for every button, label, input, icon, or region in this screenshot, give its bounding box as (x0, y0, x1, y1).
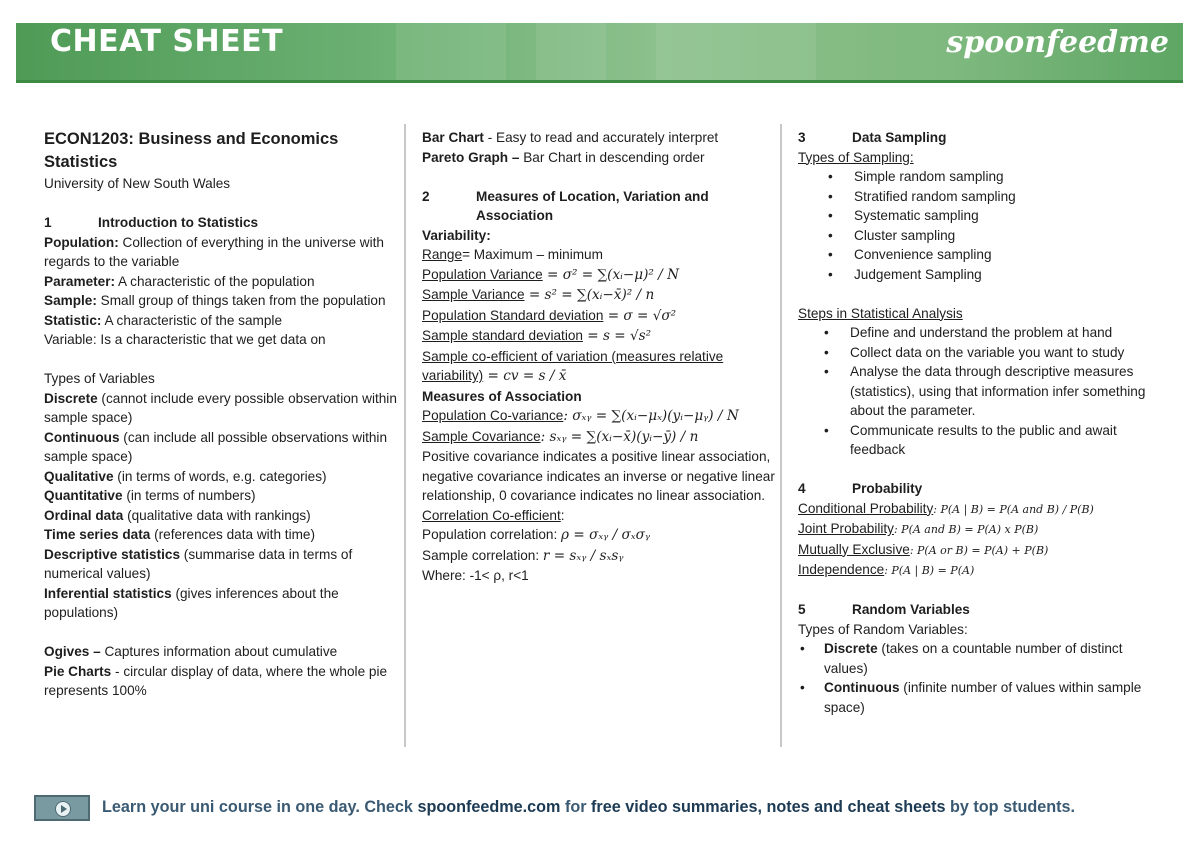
definition: Sample: Small group of things taken from the population (44, 293, 386, 308)
list-item: • Judgement Sampling (798, 265, 1163, 285)
variable-type: Time series data (references data with time) (44, 527, 315, 542)
list-item: • Simple random sampling (798, 167, 1163, 187)
column-2 (422, 128, 776, 586)
correlation-heading: Correlation Co-efficient: (422, 507, 565, 523)
variable-type: Qualitative (in terms of words, e.g. categories) (44, 468, 327, 484)
random-variable-types-heading: Types of Random Variables: (798, 621, 968, 637)
steps-heading: Steps in Statistical Analysis (798, 305, 963, 321)
sample-correlation-formula: Sample correlation: r = sₓᵧ / sₓsᵧ (422, 547, 624, 564)
population-sd-formula: Population Standard deviation = σ = √σ² (422, 307, 677, 324)
list-item: • Continuous (infinite number of values within sample space) (798, 678, 1163, 717)
variable-type: Descriptive statistics (summarise data in terms of numerical values) (44, 546, 353, 581)
sample-variance-formula: Sample Variance = s² = ∑(xᵢ−x̄)² / n (422, 287, 655, 303)
university-name: University of New South Wales (44, 176, 231, 191)
variable-definition: Variable: Is a characteristic that we get data on (44, 332, 326, 347)
list-item: • Discrete (takes on a countable number of distinct values) (798, 639, 1163, 678)
footer (0, 795, 1200, 825)
column-3 (798, 128, 1163, 717)
variable-type: Inferential statistics (gives inferences about the populations) (44, 585, 339, 620)
conditional-probability-formula: Conditional Probability: P(A | B) = P(A and B) / P(B) (798, 500, 1094, 516)
steps-list (798, 323, 1163, 460)
list-item: • Communicate results to the public and await feedback (798, 421, 1163, 460)
independence-formula: Independence: P(A | B) = P(A) (798, 562, 975, 577)
footer-promo-text: Learn your uni course in one day. Check spoonfeedme.com for free video summaries, notes and cheat sheets by top students. (102, 798, 1076, 816)
list-item: • Cluster sampling (798, 226, 1163, 246)
spoonfeedme-logo: spoonfeedme (946, 25, 1169, 60)
definition: Population: Collection of everything in the universe with regards to the variable (44, 234, 384, 269)
column-divider (780, 124, 782, 747)
sampling-list (798, 167, 1163, 284)
coefficient-of-variation-formula: Sample co-efficient of variation (measures relative variability) = cv = s / x̄ (422, 348, 724, 384)
variable-type: Quantitative (in terms of numbers) (44, 488, 256, 503)
chart-type: Pie Charts - circular display of data, where the whole pie represents 100% (44, 663, 388, 698)
sample-covariance-formula: Sample Covariance: sₓᵧ = ∑(xᵢ−x̄)(yᵢ−ȳ) / n (422, 428, 699, 445)
section-heading-1: 1 Introduction to Statistics (44, 215, 259, 230)
course-title: ECON1203: Business and Economics Statistics (44, 130, 339, 171)
variable-type: Discrete (cannot include every possible observation within sample space) (44, 390, 397, 425)
correlation-range: Where: -1< ρ, r<1 (422, 568, 529, 583)
random-variable-list (798, 639, 1163, 717)
mutually-exclusive-formula: Mutually Exclusive: P(A or B) = P(A) + P(B) (798, 541, 1049, 557)
video-play-icon (34, 795, 90, 821)
sample-sd-formula: Sample standard deviation = s = √s² (422, 328, 652, 344)
population-variance-formula: Population Variance = σ² = ∑(xᵢ−μ)² / N (422, 266, 679, 283)
sampling-types-heading: Types of Sampling: (798, 149, 914, 165)
chart-type: Pareto Graph – Bar Chart in descending order (422, 149, 705, 165)
definition: Statistic: A characteristic of the sample (44, 312, 283, 328)
banner-decoration (396, 23, 506, 83)
covariance-note: Positive covariance indicates a positive linear association, negative covariance indicates an inverse or negative linear relationship, 0 covariance indicates no linear association. (422, 449, 775, 503)
list-item: • Convenience sampling (798, 245, 1163, 265)
list-item: • Analyse the data through descriptive measures (statistics), using that information infer something about the parameter. (798, 362, 1163, 421)
section-heading-4: 4 Probability (798, 481, 923, 496)
variability-heading: Variability: (422, 227, 491, 243)
variable-type: Ordinal data (qualitative data with rankings) (44, 507, 311, 523)
range-formula: Range= Maximum – minimum (422, 247, 603, 262)
site-link[interactable]: spoonfeedme.com (417, 798, 561, 816)
banner-decoration (656, 23, 816, 83)
banner-decoration (536, 23, 606, 83)
cheat-sheet-title: CHEAT SHEET (50, 24, 284, 59)
list-item: • Define and understand the problem at hand (798, 323, 1163, 343)
section-heading-3: 3 Data Sampling (798, 130, 947, 145)
association-heading: Measures of Association (422, 388, 582, 404)
column-1 (44, 128, 402, 701)
list-item: • Stratified random sampling (798, 187, 1163, 207)
variable-type: Continuous (can include all possible observations within sample space) (44, 429, 388, 464)
population-correlation-formula: Population correlation: ρ = σₓᵧ / σₓσᵧ (422, 527, 651, 543)
section-heading-2: 2 Measures of Location, Variation and Association (422, 188, 709, 223)
joint-probability-formula: Joint Probability: P(A and B) = P(A) x P(B) (798, 521, 1039, 536)
list-item: • Collect data on the variable you want to study (798, 343, 1163, 363)
chart-type: Ogives – Captures information about cumulative (44, 644, 338, 659)
column-divider (404, 124, 406, 747)
section-heading-5: 5 Random Variables (798, 602, 970, 617)
population-covariance-formula: Population Co-variance: σₓᵧ = ∑(xᵢ−μₓ)(yᵢ−μᵧ) / N (422, 408, 739, 424)
definition: Parameter: A characteristic of the population (44, 273, 315, 289)
list-item: • Systematic sampling (798, 206, 1163, 226)
types-of-variables-heading: Types of Variables (44, 371, 155, 386)
chart-type: Bar Chart - Easy to read and accurately interpret (422, 130, 719, 145)
header-banner (16, 23, 1183, 83)
